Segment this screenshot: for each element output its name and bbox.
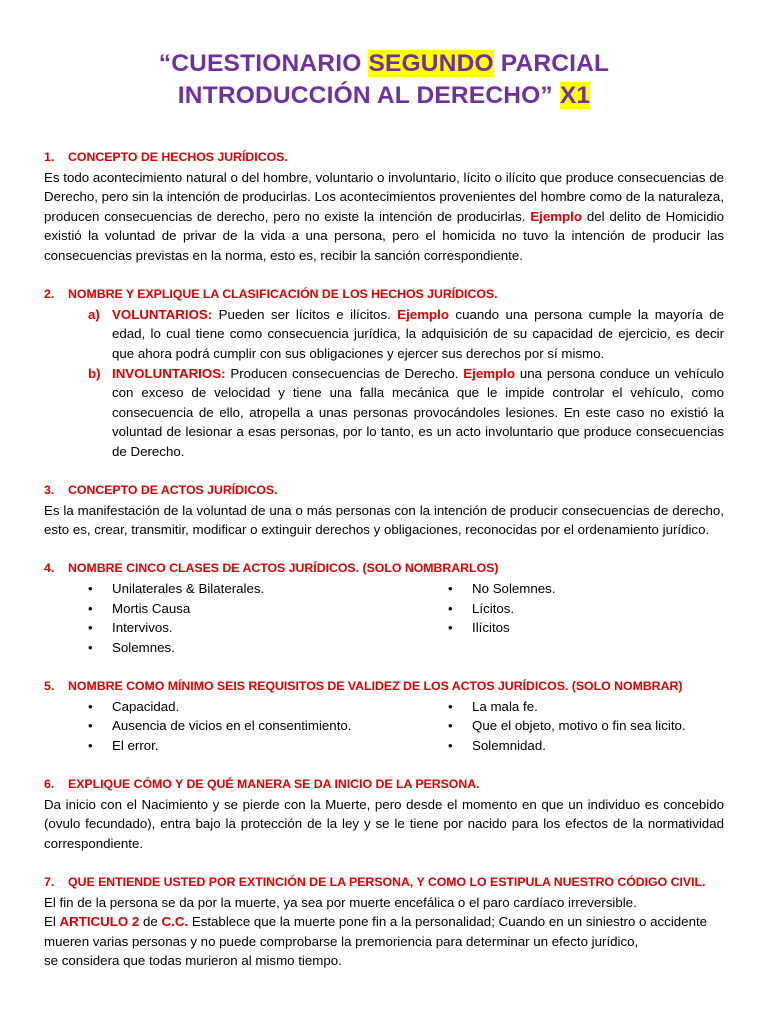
answer-text: una persona conduce un vehículo con exceso de velocidad y tiene una falla mecánica que le impide controlar el vehículo, como consecuencia de ello, atropella a unas personas provocándoles lesiones. En este caso no existió la voluntad de lesionar a esas personas, por lo tanto, es un acto involuntario que produce consecuencias de Derecho. — [112, 365, 724, 459]
list-item: • Intervivos. — [88, 618, 264, 638]
list-item: • Mortis Causa — [88, 599, 264, 619]
answer-text: de — [139, 914, 162, 930]
question-5-heading — [44, 677, 724, 697]
question-7-line3: se considera que todas murieron al mismo tiempo. — [44, 953, 342, 969]
answer-text: Establece que la muerte pone fin a la personalidad; Cuando en un siniestro o accidente mueren varias personas y no puede comprobarse la premoriencia para determinar un efecto jurídico, — [44, 914, 708, 949]
question-heading-text: NOMBRE COMO MÍNIMO SEIS REQUISITOS DE VALIDEZ DE LOS ACTOS JURÍDICOS. (SOLO NOMBRAR) — [68, 679, 683, 694]
question-1-heading — [44, 148, 724, 168]
list-item: • Capacidad. — [88, 697, 351, 717]
question-1-answer — [44, 168, 724, 266]
list-item: • Lícitos. — [448, 599, 556, 619]
list-item: • Solemnidad. — [448, 736, 686, 756]
subitem-term: INVOLUNTARIOS: — [112, 365, 226, 381]
answer-text: Producen consecuencias de Derecho. — [225, 365, 464, 381]
list-item: • No Solemnes. — [448, 579, 556, 599]
question-7-line2 — [44, 912, 724, 951]
answer-text: Pueden ser lícitos e ilícitos. — [212, 306, 398, 322]
question-number: 6. — [44, 777, 55, 792]
title-highlight: SEGUNDO — [368, 50, 494, 77]
question-number: 4. — [44, 561, 55, 576]
question-6-answer: Da inicio con el Nacimiento y se pierde con la Muerte, pero desde el momento en que un individuo es concebido (ovulo fecundado), entra bajo la protección de la ley y se le tiene por nacido para los efectos de la normatividad correspondiente. — [44, 796, 724, 851]
list-item: • Unilaterales & Bilaterales. — [88, 579, 264, 599]
title-text: “CUESTIONARIO — [158, 50, 369, 77]
question-heading-text: EXPLIQUE CÓMO Y DE QUÉ MANERA SE DA INICIO DE LA PERSONA. — [68, 777, 480, 792]
question-number: 3. — [44, 483, 55, 498]
subitem-label: b) — [88, 365, 101, 381]
question-heading-text: QUE ENTIENDE USTED POR EXTINCIÓN DE LA PERSONA, Y COMO LO ESTIPULA NUESTRO CÓDIGO CIVIL. — [68, 875, 706, 889]
list-item: • Solemnes. — [88, 638, 264, 658]
question-heading-text: CONCEPTO DE HECHOS JURÍDICOS. — [68, 150, 288, 164]
document-title-line2 — [0, 82, 768, 110]
question-heading-text: NOMBRE Y EXPLIQUE LA CLASIFICACIÓN DE LOS HECHOS JURÍDICOS. — [68, 287, 498, 302]
answer-text: del delito de Homicidio existió la voluntad de privar de la vida a una persona, pero el homicida no tuvo la intención de producir las consecuencias previstas en la norma, esto es, recibir la sanción correspondiente. — [44, 208, 724, 263]
list-item: • Que el objeto, motivo o fin sea licito. — [448, 716, 686, 736]
document-body — [44, 148, 724, 971]
list-item: • Ausencia de vicios en el consentimiento. — [88, 716, 351, 736]
code-reference: C.C. — [161, 914, 189, 930]
list-item: • La mala fe. — [448, 697, 686, 717]
ejemplo-label: Ejemplo — [397, 306, 449, 322]
question-7-line1: El fin de la persona se da por la muerte, ya sea por muerte encefálica o el paro cardíaco irreversible. — [44, 894, 637, 910]
document-title-line1 — [0, 50, 768, 78]
answer-text: El — [44, 914, 60, 930]
answer-text: cuando una persona cumple la mayoría de edad, lo cual tiene como consecuencia jurídica, la adquisición de su capacidad de ejercicio, es decir que ahora podrá cumplir con sus obligaciones y ejercer sus derechos por sí mismo. — [112, 306, 724, 361]
ejemplo-label: Ejemplo — [463, 365, 516, 381]
list-item: • El error. — [88, 736, 351, 756]
question-heading-text: NOMBRE CINCO CLASES DE ACTOS JURÍDICOS. (SOLO NOMBRARLOS) — [68, 561, 499, 576]
title-text: PARCIAL — [493, 50, 610, 77]
question-3-answer: Es la manifestación de la voluntad de una o más personas con la intención de producir consecuencias de derecho, esto es, crear, transmitir, modificar o extinguir derechos y obligaciones, reconocidas por el ordenamiento jurídico. — [44, 502, 724, 538]
title-text: INTRODUCCIÓN AL DERECHO” — [177, 82, 560, 109]
ejemplo-label: Ejemplo — [530, 208, 582, 224]
question-heading-text: CONCEPTO DE ACTOS JURÍDICOS. — [68, 483, 278, 498]
question-6-heading — [44, 775, 724, 795]
subitem-b — [44, 364, 724, 462]
title-highlight: X1 — [559, 82, 591, 109]
subitem-a — [44, 305, 724, 364]
article-reference: ARTICULO 2 — [59, 914, 140, 930]
question-4-list — [44, 579, 724, 657]
question-number: 2. — [44, 287, 55, 302]
question-5-list — [44, 697, 724, 756]
question-7-heading — [44, 873, 724, 893]
question-number: 1. — [44, 150, 55, 164]
question-number: 7. — [44, 875, 55, 889]
question-4-heading — [44, 559, 724, 579]
question-number: 5. — [44, 679, 55, 694]
subitem-label: a) — [88, 306, 100, 322]
subitem-term: VOLUNTARIOS: — [112, 306, 213, 322]
question-2-heading — [44, 285, 724, 305]
answer-text: Es todo acontecimiento natural o del hombre, voluntario o involuntario, lícito o ilícito que produce consecuencias de Derecho, pero sin la intención de producirlas. Los acontecimientos provenientes del hombre como de la naturaleza, producen consecuencias de derecho, pero no existe la intención de producirlas. — [44, 169, 725, 224]
list-item: • Ilícitos — [448, 618, 556, 638]
question-3-heading — [44, 481, 724, 501]
